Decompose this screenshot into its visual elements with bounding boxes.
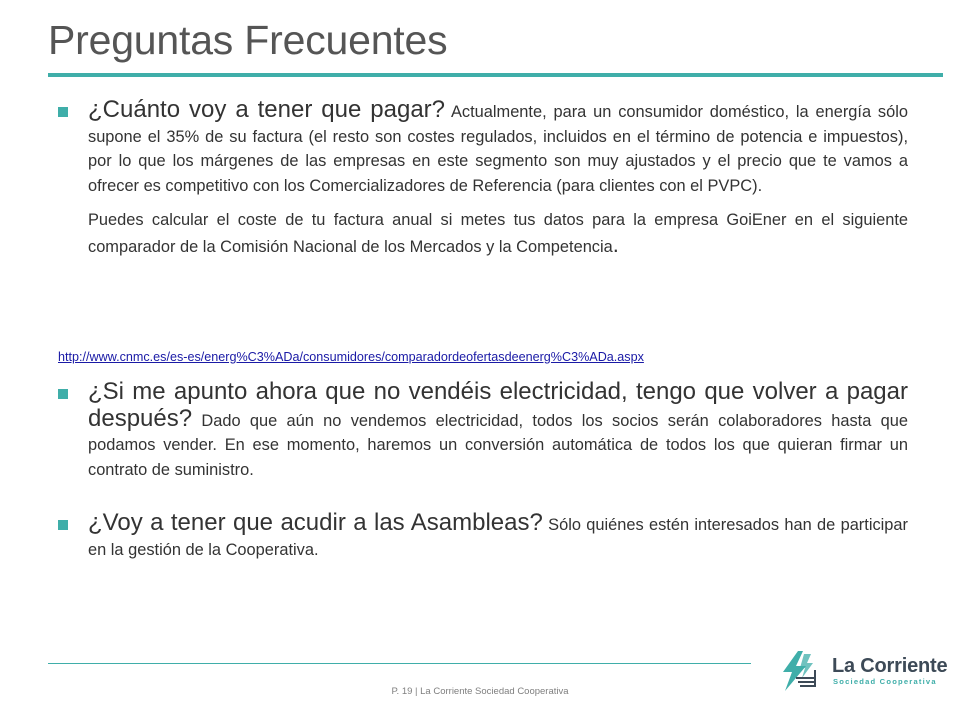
page-title: Preguntas Frecuentes	[48, 17, 448, 63]
faq-answer: Actualmente, para un consumidor doméstico, la energía sólo supone el 35% de su factura (el resto son costes regulados, incluidos en el término de potencia e impuestos), por lo que los márgenes de las empresas en este segmento son muy ajustados y el precio que te vamos a ofrecer es competitivo con los Comercializadores de Referencia (para clientes con el PVPC).	[88, 103, 908, 195]
logo-name: La Corriente	[832, 655, 948, 677]
faq-paragraph	[88, 511, 908, 562]
footer-divider	[48, 663, 751, 664]
la-corriente-logo	[776, 650, 946, 692]
faq-extra-period: .	[612, 231, 619, 257]
faq-question: ¿Si me apunto ahora que no vendéis electricidad, tengo que volver a pagar después?	[88, 378, 908, 432]
faq-paragraph	[88, 98, 908, 198]
faq-item-cost	[88, 98, 908, 259]
bullet-square-icon	[58, 389, 68, 399]
faq-answer: Dado que aún no vendemos electricidad, todos los socios serán colaboradores hasta que podamos vender. En ese momento, haremos un conversión automática de todos los que quieran firmar un contrato de suministro.	[88, 411, 908, 479]
faq-paragraph-extra	[88, 208, 908, 259]
faq-question: ¿Cuánto voy a tener que pagar?	[88, 96, 446, 123]
faq-extra-text: Puedes calcular el coste de tu factura anual si metes tus datos para la empresa GoiEner en el siguiente comparador de la Comisión Nacional de los Mercados y la Competencia	[88, 211, 908, 256]
faq-item-assemblies	[88, 511, 908, 562]
bullet-square-icon	[58, 520, 68, 530]
logo-subtitle: Sociedad Cooperativa	[833, 677, 937, 686]
faq-paragraph	[88, 380, 908, 482]
bullet-square-icon	[58, 107, 68, 117]
cnmc-comparator-link[interactable]: http://www.cnmc.es/es-es/energ%C3%ADa/consumidores/comparadordeofertasdeenerg%C3%ADa.aspx	[58, 350, 644, 364]
lightning-bolt-icon	[776, 650, 828, 692]
footer-page-info: P. 19 | La Corriente Sociedad Cooperativa	[391, 686, 569, 697]
title-divider	[48, 73, 943, 77]
faq-question: ¿Voy a tener que acudir a las Asambleas?	[88, 509, 543, 536]
faq-item-signup	[88, 380, 908, 482]
faq-answer: Sólo quiénes estén interesados han de participar en la gestión de la Cooperativa.	[88, 516, 908, 559]
